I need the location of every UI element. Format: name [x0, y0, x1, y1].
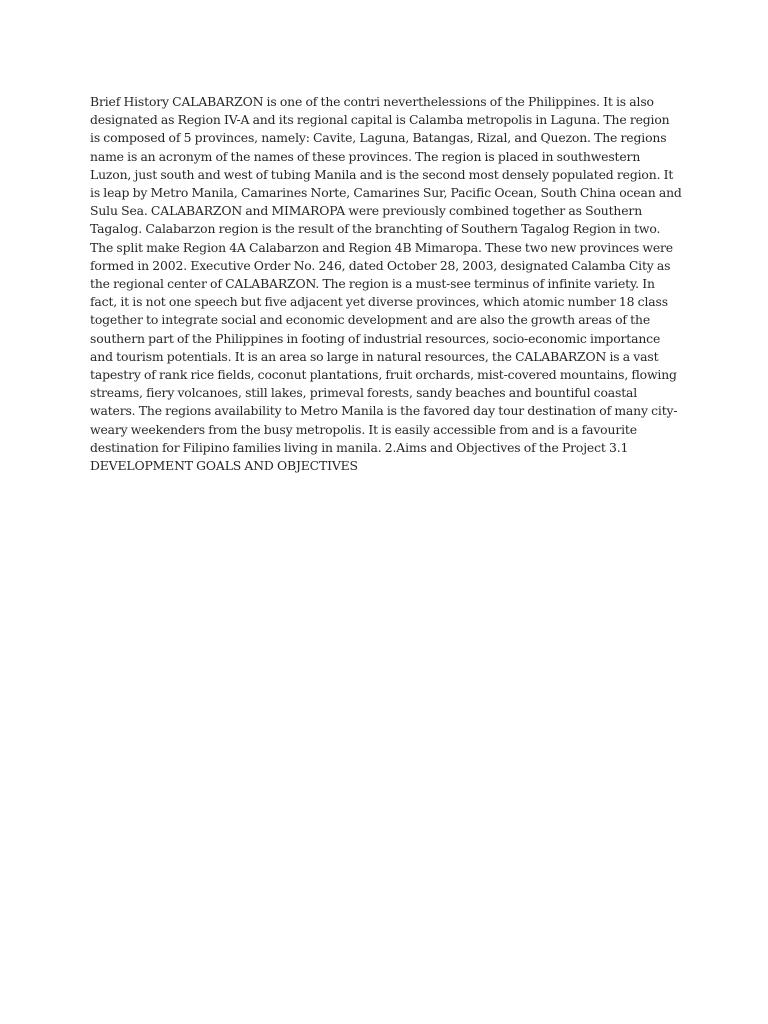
- body-paragraph: Brief History CALABARZON is one of the contri neverthelessions of the Philippines. It is also designated as Region IV-A and its regional capital is Calamba metropolis in Laguna. The region is composed of 5 provinces, namely: Cavite, Laguna, Batangas, Rizal, and Quezon. The regions name is an acronym of the names of these provinces. The region is placed in southwestern Luzon, just south and west of tubing Manila and is the second most densely populated region. It is leap by Metro Manila, Camarines Norte, Camarines Sur, Pacific Ocean, South China ocean and Sulu Sea. CALABARZON and MIMAROPA were previously combined together as Southern Tagalog. Calabarzon region is the result of the branchting of Southern Tagalog Region in two. The split make Region 4A Calabarzon and Region 4B Mimaropa. These two new provinces were formed in 2002. Executive Order No. 246, dated October 28, 2003, designated Calamba City as the regional center of CALABARZON. The region is a must-see terminus of infinite variety. In fact, it is not one speech but five adjacent yet diverse provinces, which atomic number 18 class together to integrate social and economic development and are also the growth areas of the southern part of the Philippines in footing of industrial resources, socio-economic importance and tourism potentials. It is an area so large in natural resources, the CALABARZON is a vast tapestry of rank rice fields, coconut plantations, fruit orchards, mist-covered mountains, flowing streams, fiery volcanoes, still lakes, primeval forests, sandy beaches and bountiful coastal waters. The regions availability to Metro Manila is the favored day tour destination of many city-weary weekenders from the busy metropolis. It is easily accessible from and is a favourite destination for Filipino families living in manila. 2.Aims and Objectives of the Project 3.1 DEVELOPMENT GOALS AND OBJECTIVES: [90, 94, 682, 474]
